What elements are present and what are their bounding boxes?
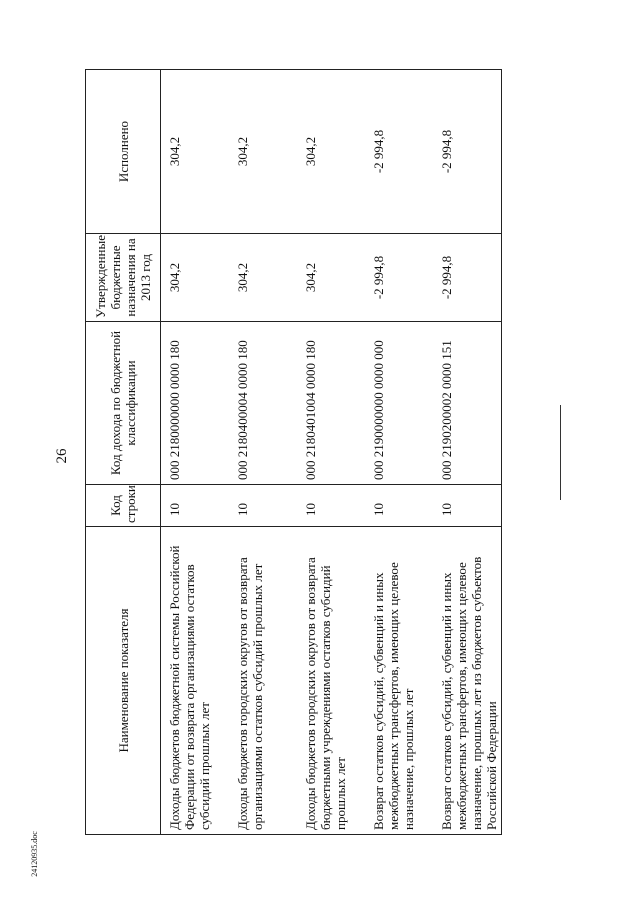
table-row — [433, 70, 502, 835]
table-row — [297, 70, 365, 835]
row-line-code: 10 — [433, 485, 502, 527]
report-table-rotated — [85, 70, 625, 835]
header-executed: Исполнено — [86, 70, 161, 234]
row-indicator-name: Доходы бюджетов бюджетной системы Российской Федерации от возврата организациями остатков субсидий прошлых лет — [161, 527, 229, 835]
row-approved: -2 994,8 — [433, 234, 502, 322]
row-income-code: 000 2190200002 0000 151 — [433, 322, 502, 485]
row-executed: 304,2 — [297, 70, 365, 234]
row-income-code: 000 2180400004 0000 180 — [229, 322, 297, 485]
document-file-id: 24120935.doc — [30, 831, 39, 877]
header-line-code: Код строки — [86, 485, 161, 527]
row-executed: -2 994,8 — [433, 70, 502, 234]
row-indicator-name: Возврат остатков субсидий, субвенций и иных межбюджетных трансфертов, имеющих целевое назначение, прошлых лет — [365, 527, 433, 835]
header-approved: Утвержденные бюджетные назначения на 2013 год — [86, 234, 161, 322]
row-approved: 304,2 — [297, 234, 365, 322]
row-income-code: 000 2180000000 0000 180 — [161, 322, 229, 485]
report-table-container — [85, 70, 625, 835]
row-indicator-name: Возврат остатков субсидий, субвенций и иных межбюджетных трансфертов, имеющих целевое назначение, прошлых лет из бюджетов субъектов Российской Федерации — [433, 527, 502, 835]
table-row — [229, 70, 297, 835]
row-executed: -2 994,8 — [365, 70, 433, 234]
row-approved: -2 994,8 — [365, 234, 433, 322]
row-line-code: 10 — [229, 485, 297, 527]
row-income-code: 000 2190000000 0000 000 — [365, 322, 433, 485]
page-number: 26 — [54, 448, 70, 464]
row-executed: 304,2 — [229, 70, 297, 234]
budget-income-table — [85, 69, 502, 835]
row-line-code: 10 — [161, 485, 229, 527]
row-income-code: 000 2180401004 0000 180 — [297, 322, 365, 485]
row-approved: 304,2 — [161, 234, 229, 322]
row-executed: 304,2 — [161, 70, 229, 234]
row-approved: 304,2 — [229, 234, 297, 322]
row-indicator-name: Доходы бюджетов городских округов от возврата организациями остатков субсидий прошлых лет — [229, 527, 297, 835]
header-indicator-name: Наименование показателя — [86, 527, 161, 835]
table-row — [161, 70, 229, 835]
row-line-code: 10 — [365, 485, 433, 527]
row-indicator-name: Доходы бюджетов городских округов от возврата бюджетными учреждениями остатков субсидий прошлых лет — [297, 527, 365, 835]
row-line-code: 10 — [297, 485, 365, 527]
header-income-code: Код дохода по бюджетной классификации — [86, 322, 161, 485]
footnote-rule — [560, 405, 561, 500]
table-header-row — [86, 70, 161, 835]
table-row — [365, 70, 433, 835]
